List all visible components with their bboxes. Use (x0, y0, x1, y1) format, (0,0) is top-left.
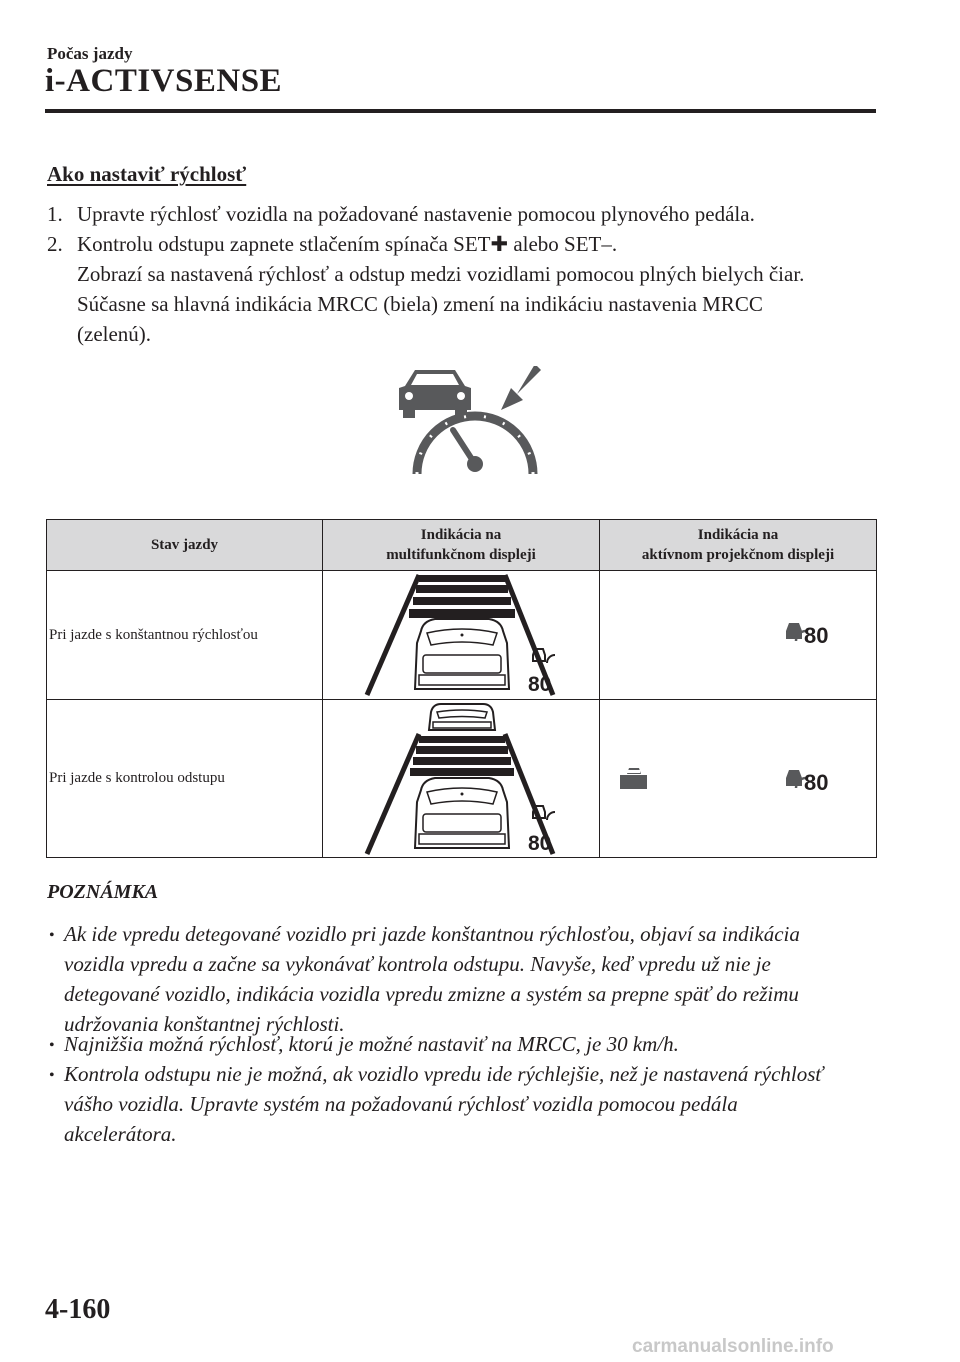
step-2-line-2: Zobrazí sa nastavená rýchlosť a odstup medzi vozidlami pomocou plných bielych čiar. (77, 262, 805, 286)
note-title: POZNÁMKA (47, 881, 159, 903)
hud-display-cell (600, 700, 877, 858)
table-row (47, 571, 877, 700)
hud-speed-indicator (600, 700, 877, 857)
step-2-line-3: Súčasne sa hlavná indikácia MRCC (biela) zmení na indikáciu nastavenia MRCC (77, 292, 763, 316)
header-rule (45, 109, 876, 113)
speed-value: 80 (528, 832, 552, 855)
own-car-icon (415, 778, 509, 848)
table-header-row (47, 520, 877, 571)
step-2-line-4: (zelenú). (77, 322, 152, 346)
speed-value: 80 (528, 673, 552, 696)
indication-table (46, 519, 877, 858)
mrcc-small-icon (786, 623, 806, 641)
note-item-2: Najnižšia možná rýchlosť, ktorú je možné nastaviť na MRCC, je 30 km/h. (64, 1032, 679, 1056)
mrcc-small-icon (786, 770, 806, 788)
row-label: Pri jazde s konštantnou rýchlosťou (47, 571, 323, 700)
mrcc-indicator-icon (397, 366, 545, 478)
section-label: Počas jazdy (47, 44, 133, 63)
own-car-icon (415, 619, 509, 689)
watermark-footer: carmanualsonline.info (632, 1336, 834, 1357)
step-1-text: Upravte rýchlosť vozidla na požadované nastavenie pomocou plynového pedála. (77, 202, 755, 226)
note-bullet: • (49, 1067, 55, 1084)
column-header-state: Stav jazdy (47, 520, 323, 571)
note-bullet: • (49, 927, 55, 944)
page-number: 4-160 (45, 1294, 111, 1325)
step-2-number: 2. (47, 232, 63, 256)
section-heading: Ako nastaviť rýchlosť (47, 162, 247, 186)
hud-display-cell (600, 571, 877, 700)
column-header-hud: Indikácia na aktívnom projekčnom displeji (600, 520, 877, 571)
step-2 (47, 229, 877, 349)
note-item-3: Kontrola odstupu nie je možná, ak vozidlo vpredu ide rýchlejšie, než je nastavená rýchlosť vášho vozidla. Upravte systém na požadovanú rýchlosť vozidla pomocou pedála akcelerátora. (64, 1062, 824, 1146)
step-2-line-1: Kontrolu odstupu zapnete stlačením spínača SET✚ alebo SET‒. (77, 232, 618, 256)
note-bullet: • (49, 1037, 55, 1054)
speed-value: 80 (804, 770, 829, 795)
road-lanes-car-icon (323, 571, 600, 699)
lead-vehicle-icon (429, 704, 495, 730)
lead-vehicle-indicator-icon (620, 768, 647, 789)
column-header-mfd: Indikácia na multifunkčnom displeji (323, 520, 600, 571)
step-1 (47, 199, 867, 229)
mfd-display-cell (323, 700, 600, 858)
table-row (47, 700, 877, 858)
mfd-display-cell (323, 571, 600, 700)
note-item-1: Ak ide vpredu detegované vozidlo pri jazde konštantnou rýchlosťou, objaví sa indikácia vozidla vpredu a začne sa vykonávať kontrola odstupu. Navyše, keď vpredu už nie je detegované vozidlo, indikácia vozidla vpredu zmizne a systém sa prepne späť do režimu udržovania konštantnej rýchlosti. (64, 922, 800, 1036)
hud-speed-indicator (600, 571, 877, 699)
step-1-number: 1. (47, 202, 63, 226)
page-title: i-ACTIVSENSE (45, 63, 283, 99)
row-label: Pri jazde s kontrolou odstupu (47, 700, 323, 858)
road-lanes-car-icon (323, 700, 600, 857)
speed-value: 80 (804, 623, 829, 648)
